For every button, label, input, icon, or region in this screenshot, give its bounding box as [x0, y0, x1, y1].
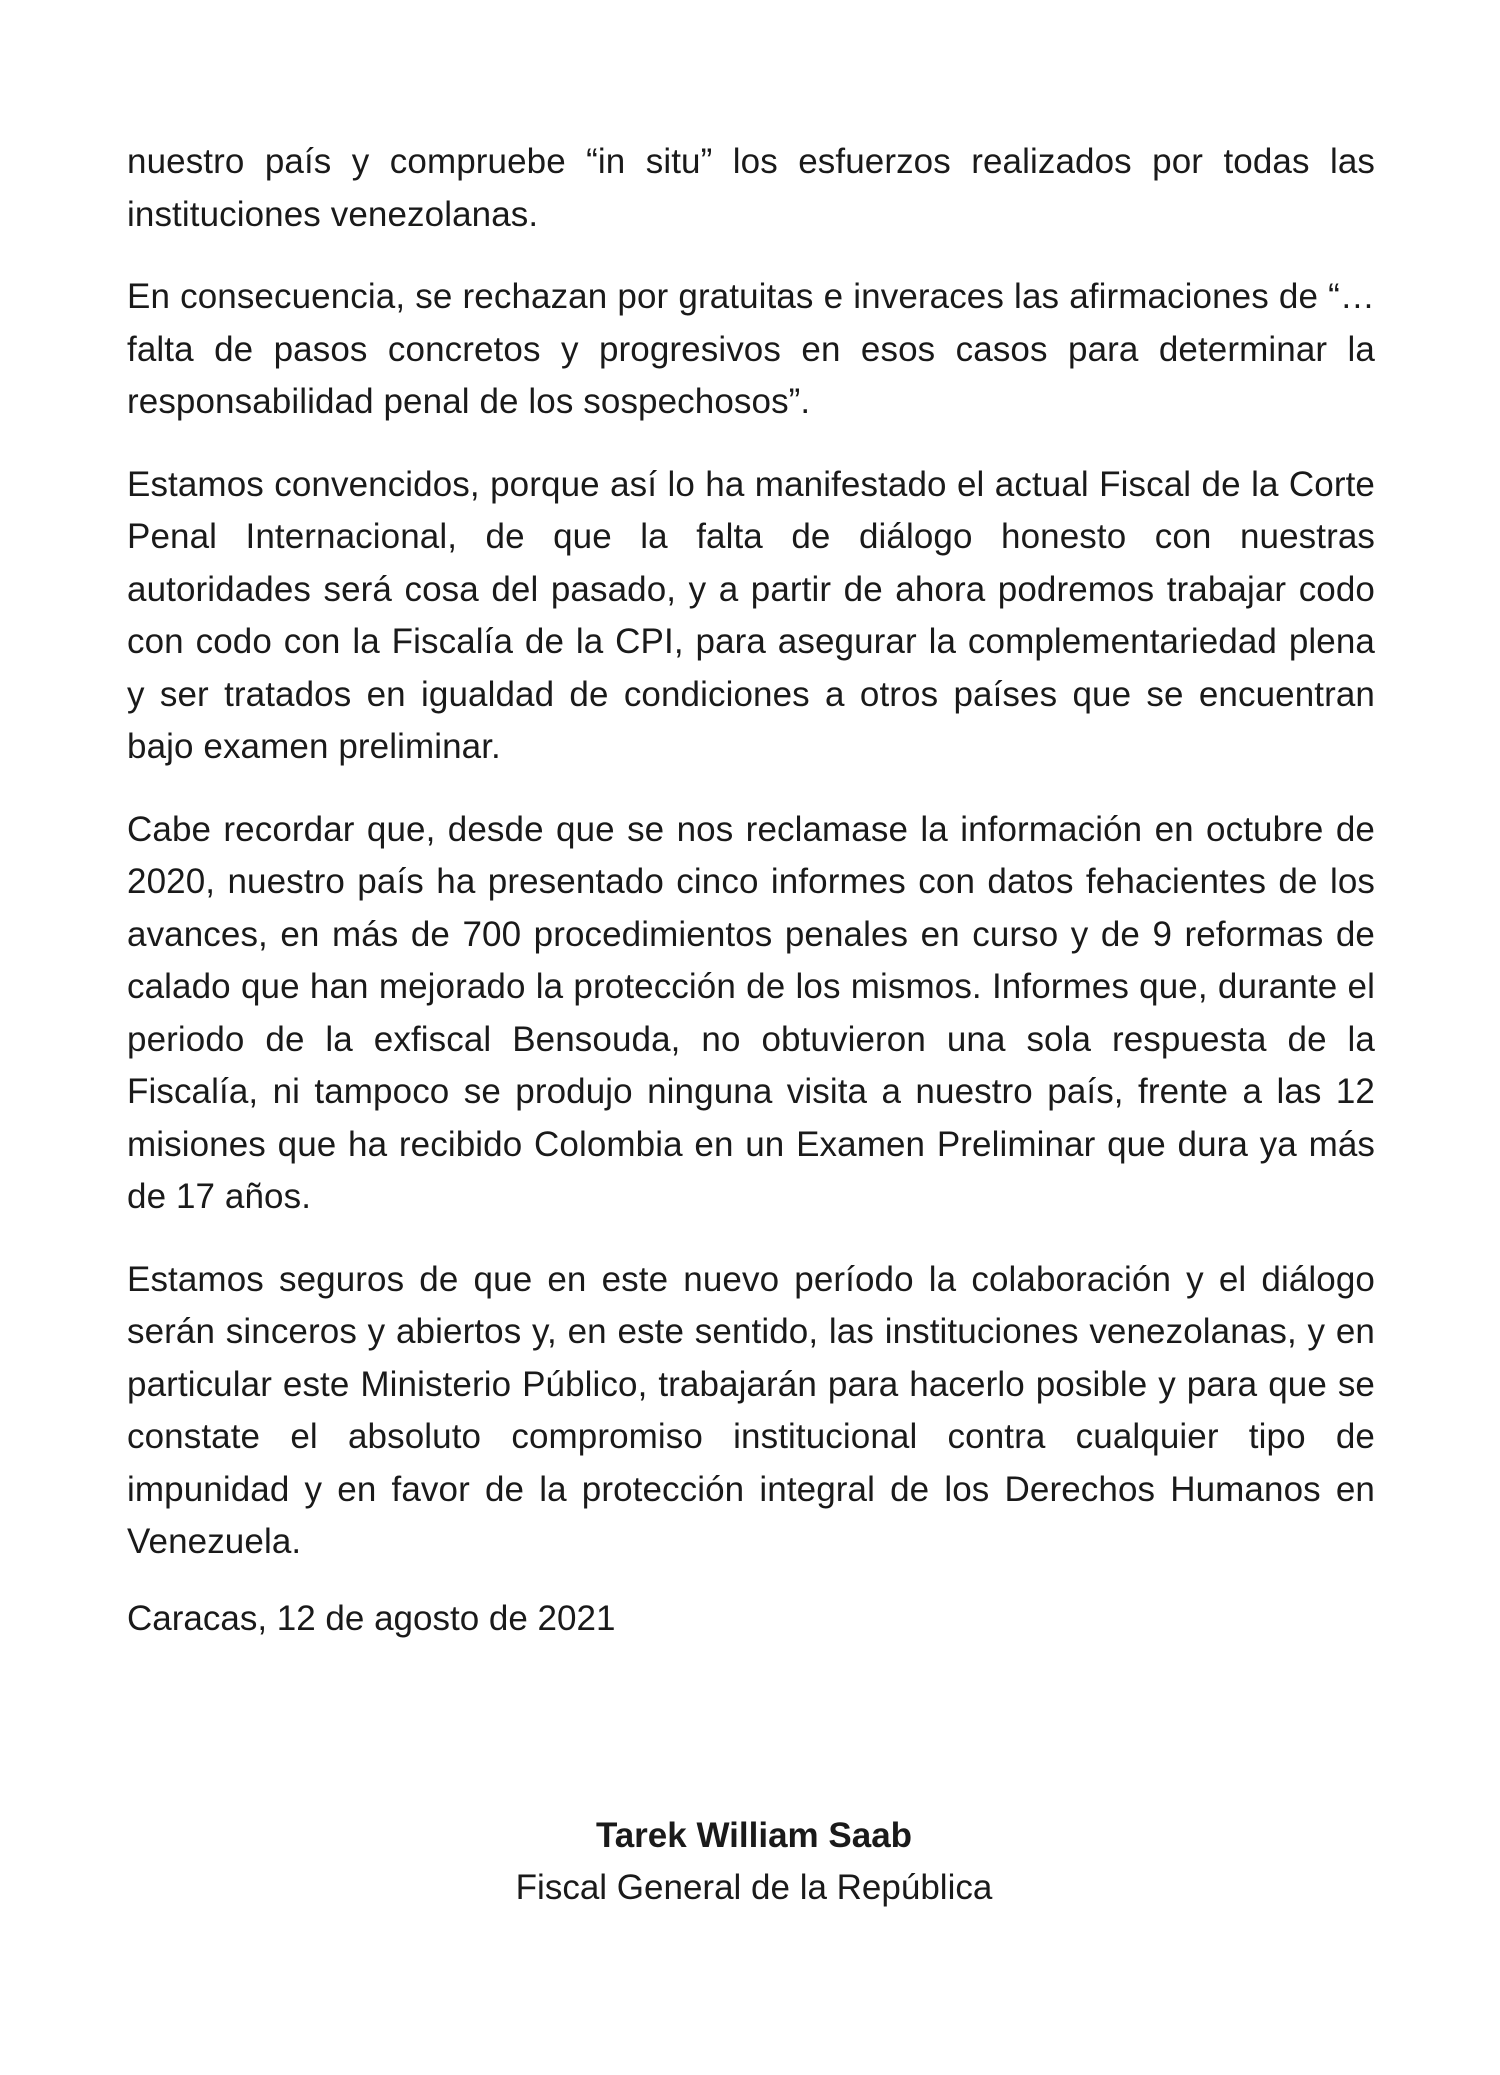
- paragraph-2: En consecuencia, se rechazan por gratuitas e inveraces las afirmaciones de “…falta de pasos concretos y progresivos en esos casos para determinar la responsabilidad penal de los sospechosos”.: [127, 277, 1375, 421]
- paragraph-4: Cabe recordar que, desde que se nos reclamase la información en octubre de 2020, nuestro país ha presentado cinco informes con datos fehacientes de los avances, en más de 700 procedimientos penales en curso y de 9 reformas de calado que han mejorado la protección de los mismos. Informes que, durante el periodo de la exfiscal Bensouda, no obtuvieron una sola respuesta de la Fiscalía, ni tampoco se produjo ninguna visita a nuestro país, frente a las 12 misiones que ha recibido Colombia en un Examen Preliminar que dura ya más de 17 años.: [127, 809, 1375, 1216]
- signature-block: [0, 1810, 1500, 1914]
- signatory-title: Fiscal General de la República: [515, 1868, 993, 1907]
- paragraph-5: Estamos seguros de que en este nuevo período la colaboración y el diálogo serán sinceros y abiertos y, en este sentido, las instituciones venezolanas, y en particular este Ministerio Público, trabajarán para hacerlo posible y para que se constate el absoluto compromiso institucional contra cualquier tipo de impunidad y en favor de la protección integral de los Derechos Humanos en Venezuela.: [127, 1259, 1375, 1561]
- document-body: [127, 136, 1375, 1599]
- paragraph-1: nuestro país y compruebe “in situ” los esfuerzos realizados por todas las instituciones venezolanas.: [127, 142, 1375, 234]
- paragraph-3: Estamos convencidos, porque así lo ha manifestado el actual Fiscal de la Corte Penal Internacional, de que la falta de diálogo honesto con nuestras autoridades será cosa del pasado, y a partir de ahora podremos trabajar codo con codo con la Fiscalía de la CPI, para asegurar la complementariedad plena y ser tratados en igualdad de condiciones a otros países que se encuentran bajo examen preliminar.: [127, 464, 1375, 766]
- signatory-name: Tarek William Saab: [595, 1816, 913, 1855]
- place-and-date: Caracas, 12 de agosto de 2021: [127, 1599, 616, 1638]
